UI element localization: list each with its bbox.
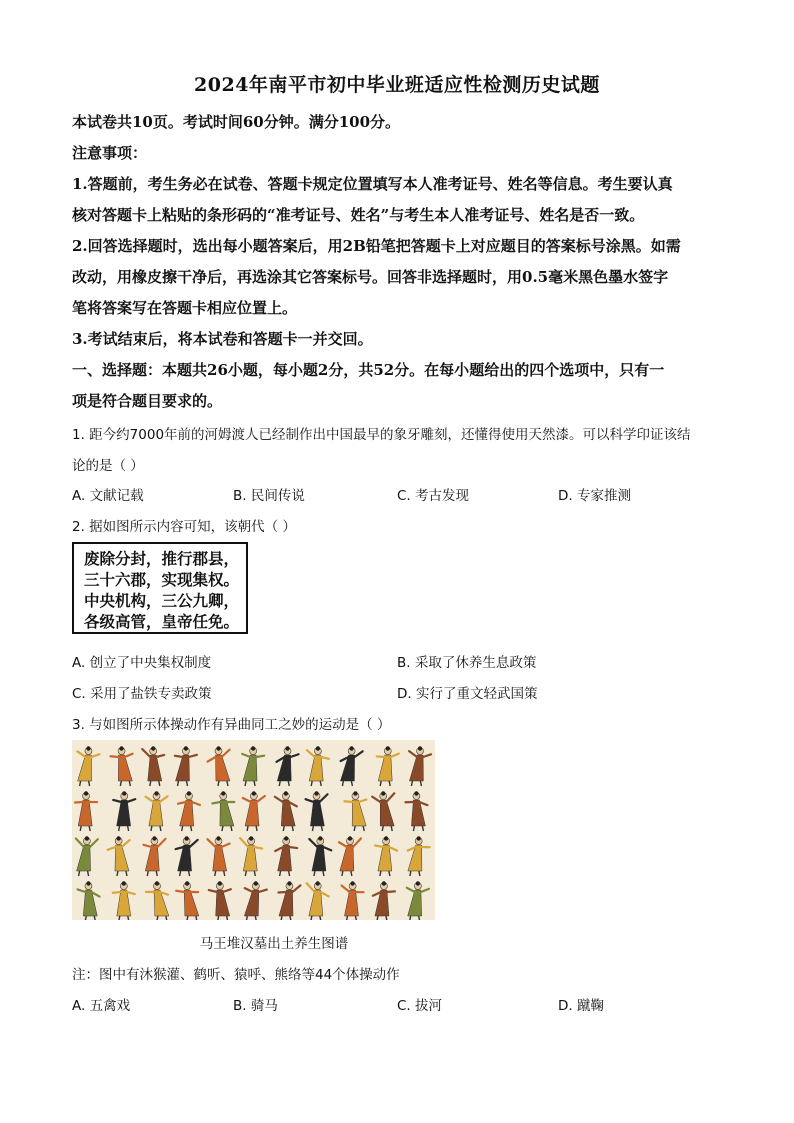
q1-option-a: A. 文献记载 bbox=[72, 488, 144, 504]
q2-box-line-3: 中央机构，三公九卿， bbox=[84, 591, 240, 610]
exercise-figure bbox=[278, 881, 300, 920]
q2-box-line-1: 废除分封，推行郡县， bbox=[84, 549, 240, 568]
q1-option-c: C. 考古发现 bbox=[397, 488, 470, 504]
q3-option-d: D. 蹴鞠 bbox=[558, 998, 604, 1014]
q1-option-d: D. 专家推测 bbox=[558, 488, 631, 504]
exercise-figure bbox=[342, 881, 364, 920]
exercise-figure bbox=[175, 746, 197, 786]
exercise-figure bbox=[373, 881, 395, 920]
exercise-figure bbox=[209, 881, 231, 920]
exercise-figure bbox=[340, 746, 362, 786]
exercise-figures-illustration bbox=[72, 740, 435, 920]
exercise-figure bbox=[307, 746, 329, 786]
exercise-figure bbox=[208, 746, 230, 786]
exercise-figure bbox=[212, 791, 234, 831]
exercise-figure bbox=[111, 746, 133, 786]
exercise-figure bbox=[375, 836, 397, 876]
exercise-figure bbox=[146, 791, 168, 831]
exercise-figure bbox=[309, 836, 331, 876]
q1-stem-line-a: 1. 距今约7000年前的河姆渡人已经制作出中国最早的象牙雕刻，还懂得使用天然漆。可以科学印证该结 bbox=[72, 427, 691, 443]
exercise-figure bbox=[275, 791, 297, 831]
exercise-figure bbox=[113, 791, 135, 831]
note-2-line-a: 2.回答选择题时，选出每小题答案后，用2B铅笔把答题卡上对应题目的答案标号涂黑。如需 bbox=[72, 237, 681, 255]
q3-option-c: C. 拔河 bbox=[397, 998, 443, 1014]
exercise-figure bbox=[240, 836, 262, 876]
exercise-figure bbox=[75, 791, 97, 831]
section-1-heading-b: 项是符合题目要求的。 bbox=[72, 392, 223, 410]
exercise-figure bbox=[178, 791, 200, 831]
figure-caption: 马王堆汉墓出土养生图谱 bbox=[199, 936, 349, 952]
note-2-line-b: 改动，用橡皮擦干净后，再选涂其它答案标号。回答非选择题时，用0.5毫米黑色墨水签字 bbox=[72, 268, 669, 286]
note-2-line-c: 笔将答案写在答题卡相应位置上。 bbox=[72, 299, 298, 317]
note-1-line-b: 核对答题卡上粘贴的条形码的“准考证号、姓名”与考生本人准考证号、姓名是否一致。 bbox=[72, 206, 645, 224]
exercise-figure bbox=[113, 881, 135, 920]
q2-stem: 2. 据如图所示内容可知，该朝代（ ） bbox=[72, 519, 296, 535]
q2-box-line-4: 各级高管，皇帝任免。 bbox=[84, 612, 240, 631]
exercise-figure bbox=[244, 881, 266, 920]
note-3: 3.考试结束后，将本试卷和答题卡一并交回。 bbox=[72, 330, 373, 348]
exercise-figure bbox=[339, 836, 361, 876]
exercise-figure bbox=[243, 791, 265, 831]
exercise-figure bbox=[242, 746, 264, 786]
exercise-figure bbox=[407, 881, 429, 920]
note-1-line-a: 1.答题前，考生务必在试卷、答题卡规定位置填写本人准考证号、姓名等信息。考生要认真 bbox=[72, 175, 673, 193]
exercise-figure bbox=[207, 836, 229, 876]
exercise-figure bbox=[277, 746, 299, 786]
daoyin-exercise-figure bbox=[72, 740, 435, 920]
exercise-figure bbox=[146, 881, 169, 920]
exercise-figure bbox=[372, 791, 394, 831]
notes-heading: 注意事项： bbox=[72, 144, 148, 162]
q3-note: 注：图中有沐猴灌、鹤听、猿呼、熊络等44个体操动作 bbox=[72, 967, 400, 983]
page-title: 2024年南平市初中毕业班适应性检测历史试题 bbox=[194, 74, 600, 96]
exercise-figure bbox=[77, 746, 99, 786]
q1-option-b: B. 民间传说 bbox=[233, 488, 305, 504]
exercise-figure bbox=[108, 836, 130, 876]
q2-option-d: D. 实行了重文轻武国策 bbox=[397, 686, 538, 702]
exam-info: 本试卷共10页。考试时间60分钟。满分100分。 bbox=[72, 113, 401, 131]
q2-option-a: A. 创立了中央集权制度 bbox=[72, 655, 212, 671]
q2-text-box bbox=[72, 542, 248, 634]
exercise-figure bbox=[307, 881, 329, 920]
exercise-figure bbox=[405, 791, 427, 831]
exercise-figure bbox=[275, 836, 297, 876]
exercise-figure bbox=[408, 836, 430, 876]
q1-stem-line-b: 论的是（ ） bbox=[72, 458, 144, 474]
exercise-figure bbox=[77, 881, 99, 920]
q2-option-b: B. 采取了休养生息政策 bbox=[397, 655, 537, 671]
exercise-figure bbox=[176, 881, 199, 920]
exercise-figure bbox=[176, 836, 198, 876]
q3-option-b: B. 骑马 bbox=[233, 998, 278, 1014]
q2-box-line-2: 三十六郡，实现集权。 bbox=[84, 570, 240, 589]
exercise-figure bbox=[344, 791, 366, 831]
q3-stem: 3. 与如图所示体操动作有异曲同工之妙的运动是（ ） bbox=[72, 717, 391, 733]
exercise-figure bbox=[143, 836, 165, 876]
exercise-figure bbox=[306, 791, 328, 831]
exercise-figure bbox=[409, 746, 431, 786]
exercise-figure bbox=[142, 746, 164, 786]
q2-option-c: C. 采用了盐铁专卖政策 bbox=[72, 686, 212, 702]
exercise-figure bbox=[377, 746, 399, 786]
section-1-heading-a: 一、选择题：本题共26小题，每小题2分，共52分。在每小题给出的四个选项中，只有一 bbox=[72, 361, 665, 379]
q3-option-a: A. 五禽戏 bbox=[72, 998, 131, 1014]
exercise-figure bbox=[76, 836, 98, 876]
